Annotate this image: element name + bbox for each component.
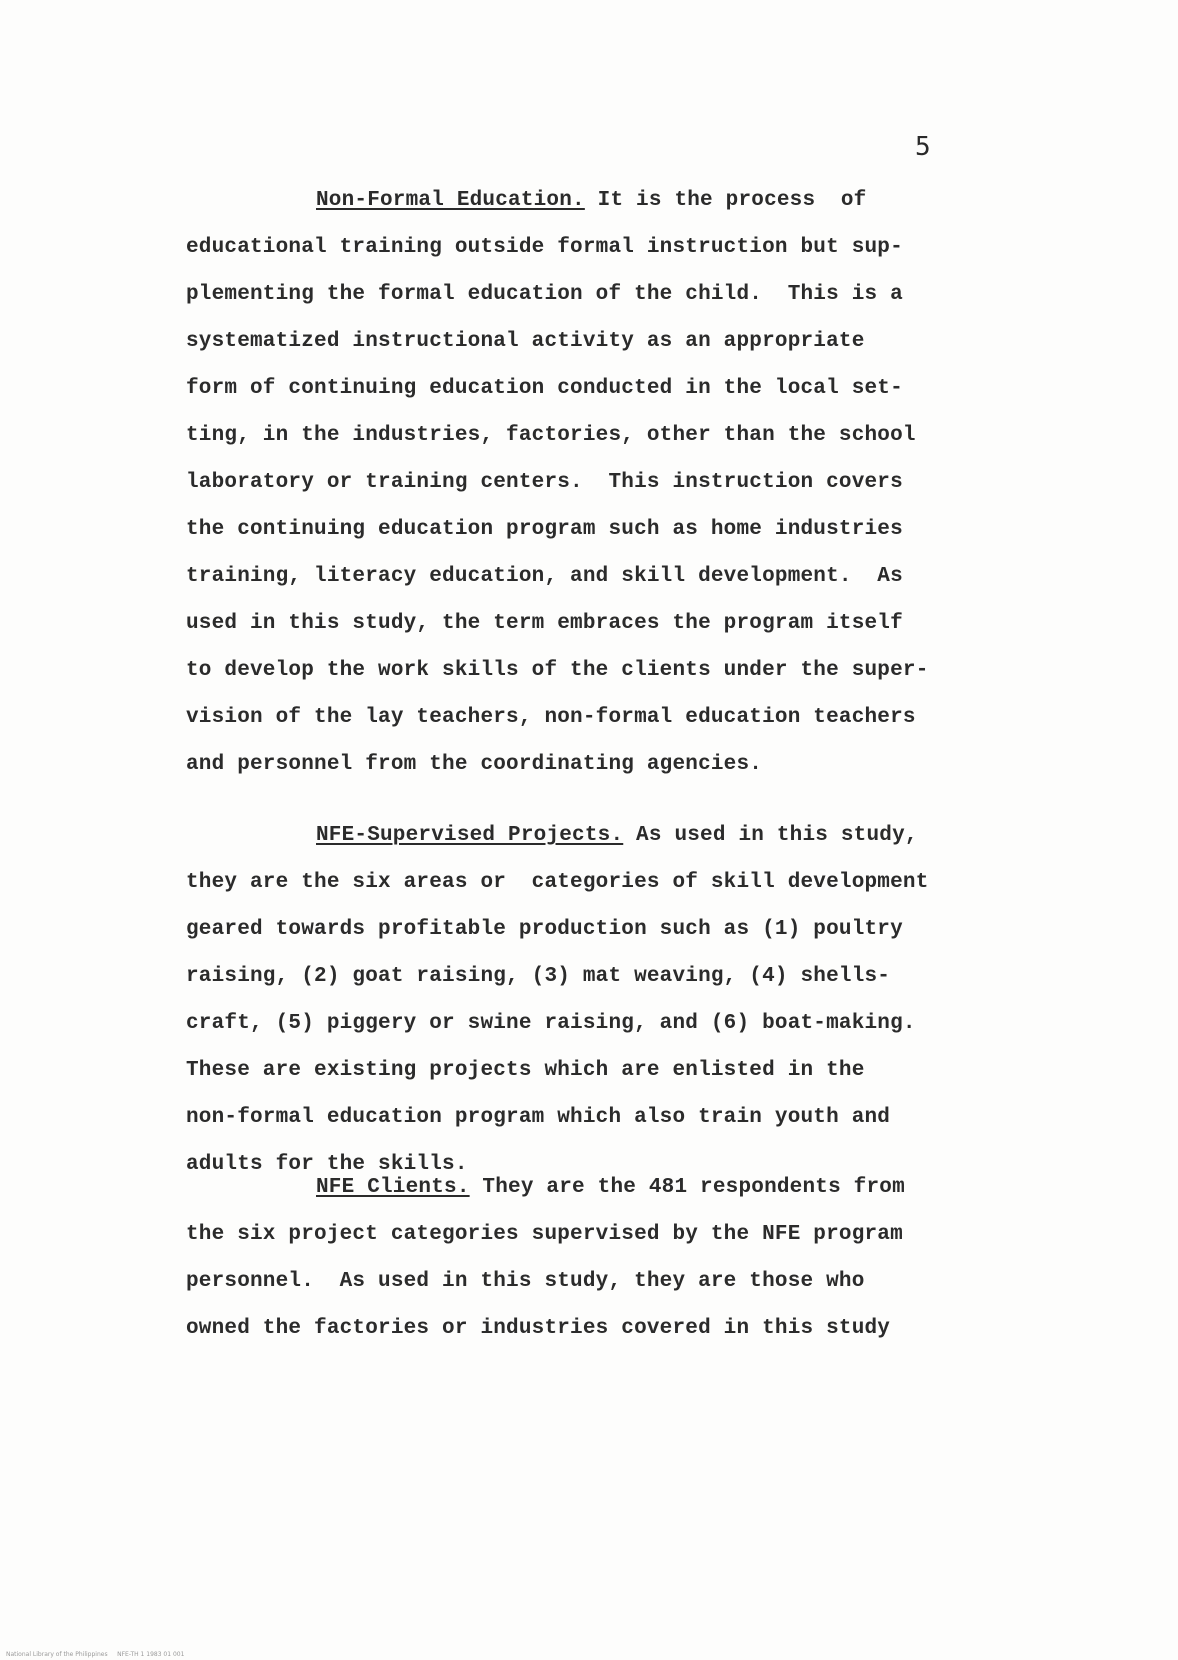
paragraph-non-formal-education	[186, 177, 1046, 788]
paragraph-line: and personnel from the coordinating agencies.	[186, 753, 763, 776]
paragraph-line: non-formal education program which also train youth and	[186, 1106, 891, 1129]
line-text: They are the 481 respondents from	[469, 1176, 905, 1199]
line-text: It is the process of	[584, 189, 867, 212]
paragraph-line: form of continuing education conducted in the local set-	[186, 377, 903, 400]
paragraph-line: training, literacy education, and skill development. As	[186, 565, 903, 588]
paragraph-nfe-supervised-projects	[186, 812, 1046, 1188]
paragraph-first-line	[186, 177, 1046, 224]
paragraph-nfe-clients	[186, 1164, 1046, 1352]
paragraph-line: they are the six areas or categories of skill development	[186, 871, 929, 894]
paragraph-line: personnel. As used in this study, they are those who	[186, 1270, 865, 1293]
paragraph-line: These are existing projects which are enlisted in the	[186, 1059, 865, 1082]
paragraph-first-line	[186, 1164, 1046, 1211]
paragraph-line: the continuing education program such as home industries	[186, 518, 903, 541]
paragraph-line: vision of the lay teachers, non-formal education teachers	[186, 706, 916, 729]
paragraph-line: owned the factories or industries covered in this study	[186, 1317, 891, 1340]
paragraph-line: geared towards profitable production such as (1) poultry	[186, 918, 903, 941]
paragraph-line: raising, (2) goat raising, (3) mat weaving, (4) shells-	[186, 965, 891, 988]
defined-term: NFE-Supervised Projects.	[316, 824, 624, 847]
page-number: 5	[915, 132, 931, 162]
paragraph-line: craft, (5) piggery or swine raising, and (6) boat-making.	[186, 1012, 916, 1035]
defined-term: Non-Formal Education.	[316, 189, 585, 212]
paragraph-line: laboratory or training centers. This instruction covers	[186, 471, 903, 494]
paragraph-line: educational training outside formal instruction but sup-	[186, 236, 903, 259]
paragraph-line: adults for the skills.	[186, 1153, 468, 1176]
paragraph-line: plementing the formal education of the child. This is a	[186, 283, 903, 306]
scan-footer: National Library of the Philippines NFE-TH 1 1983 01 001	[6, 1651, 185, 1658]
paragraph-line: ting, in the industries, factories, other than the school	[186, 424, 916, 447]
paragraph-line: the six project categories supervised by the NFE program	[186, 1223, 903, 1246]
line-text: As used in this study,	[623, 824, 918, 847]
paragraph-first-line	[186, 812, 1046, 859]
paragraph-line: systematized instructional activity as an appropriate	[186, 330, 865, 353]
paragraph-line: used in this study, the term embraces the program itself	[186, 612, 903, 635]
paragraph-line: to develop the work skills of the clients under the super-	[186, 659, 929, 682]
defined-term: NFE Clients.	[316, 1176, 470, 1199]
